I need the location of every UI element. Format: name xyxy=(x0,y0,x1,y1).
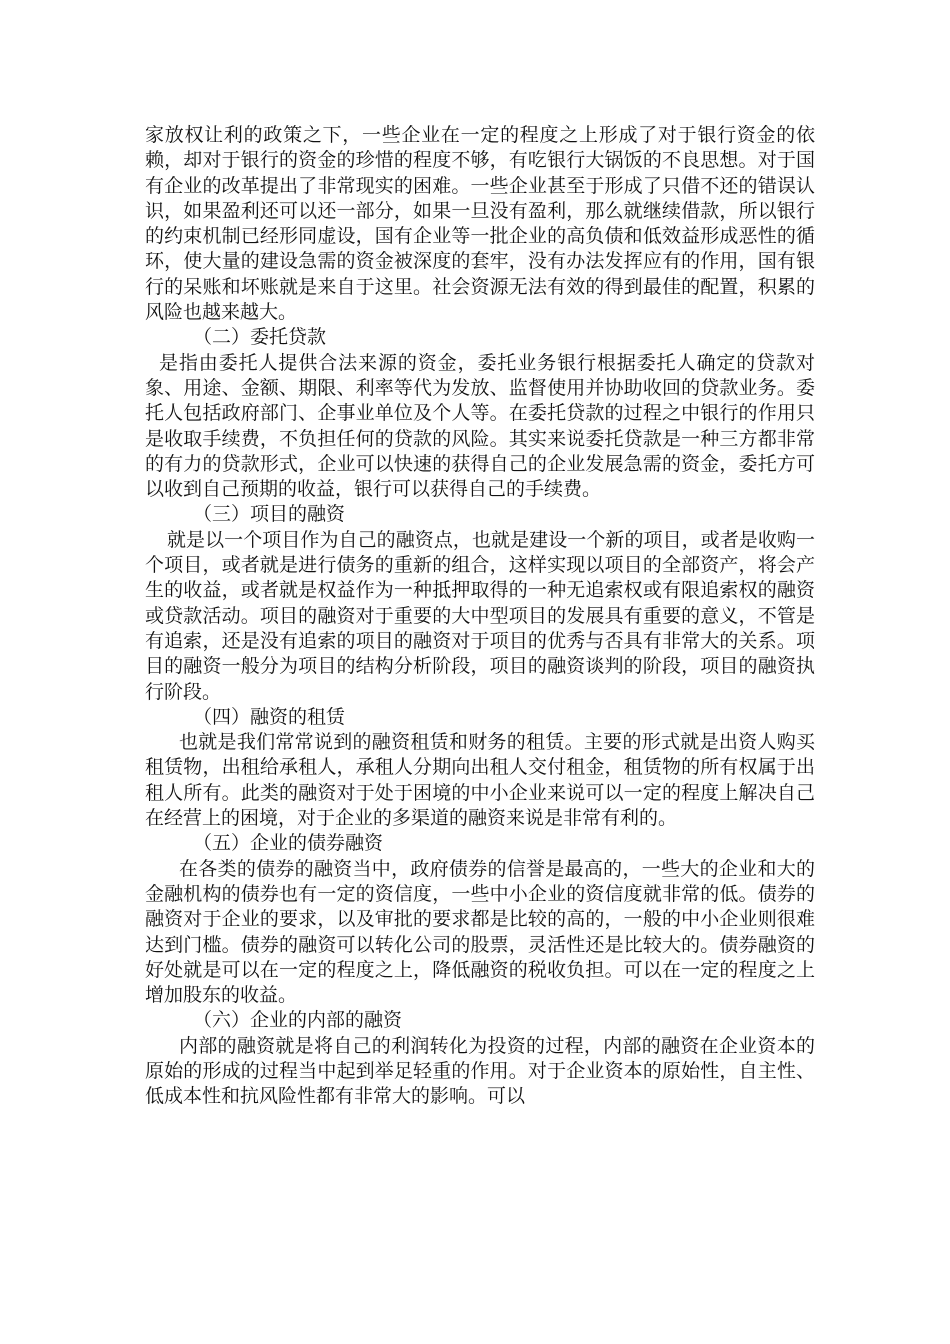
paragraph-state-bank-dependence: 家放权让利的政策之下，一些企业在一定的程度之上形成了对于银行资金的依赖，却对于银行的资金的珍惜的程度不够，有吃银行大锅饭的不良思想。对于国有企业的改革提出了非常现实的困难。一些企业甚至于形成了只借不还的错误认识，如果盈利还可以还一部分，如果一旦没有盈利，那么就继续借款，所以银行的约束机制已经形同虚设，国有企业等一批企业的高负债和低效益形成恶性的循环，使大量的建设急需的资金被深度的套牢，没有办法发挥应有的作用，国有银行的呆账和坏账就是来自于这里。社会资源无法有效的得到最佳的配置，积累的风险也越来越大。 xyxy=(145,124,815,324)
heading-project-financing: （三）项目的融资 xyxy=(193,503,346,526)
heading-entrusted-loans: （二）委托贷款 xyxy=(193,326,327,349)
paragraph-bond-financing: 在各类的债券的融资当中，政府债券的信誉是最高的，一些大的企业和大的金融机构的债券也有一定的资信度，一些中小企业的资信度就非常的低。债券的融资对于企业的要求，以及审批的要求都是比较的高的，一般的中小企业则很难达到门槛。债券的融资可以转化公司的股票，灵活性还是比较大的。债券融资的好处就是可以在一定的程度之上，降低融资的税收负担。可以在一定的程度之上增加股东的收益。 xyxy=(145,857,815,1007)
heading-financial-leasing: （四）融资的租赁 xyxy=(193,705,346,728)
paragraph-entrusted-loans: 是指由委托人提供合法来源的资金，委托业务银行根据委托人确定的贷款对象、用途、金额、期限、利率等代为发放、监督使用并协助收回的贷款业务。委托人包括政府部门、企事业单位及个人等。在委托贷款的过程之中银行的作用只是收取手续费，不负担任何的贷款的风险。其实来说委托贷款是一种三方都非常的有力的贷款形式，企业可以快速的获得自己的企业发展急需的资金，委托方可以收到自己预期的收益，银行可以获得自己的手续费。 xyxy=(145,351,815,501)
document-body xyxy=(145,123,815,1110)
paragraph-project-financing: 就是以一个项目作为自己的融资点，也就是建设一个新的项目，或者是收购一个项目，或者就是进行债务的重新的组合，这样实现以项目的全部资产，将会产生的收益，或者就是权益作为一种抵押取得的一种无追索权或有限追索权的融资或贷款活动。项目的融资对于重要的大中型项目的发展具有重要的意义，不管是有追索，还是没有追索的项目的融资对于项目的优秀与否具有非常大的关系。项目的融资一般分为项目的结构分析阶段，项目的融资谈判的阶段，项目的融资执行阶段。 xyxy=(145,528,815,703)
heading-bond-financing: （五）企业的债券融资 xyxy=(193,832,384,855)
paragraph-internal-financing: 内部的融资就是将自己的利润转化为投资的过程，内部的融资在企业资本的原始的形成的过程当中起到举足轻重的作用。对于企业资本的原始性，自主性、低成本性和抗风险性都有非常大的影响。可以 xyxy=(145,1034,815,1108)
heading-internal-financing: （六）企业的内部的融资 xyxy=(193,1009,403,1032)
paragraph-financial-leasing: 也就是我们常常说到的融资租赁和财务的租赁。主要的形式就是出资人购买租赁物，出租给承租人，承租人分期向出租人交付租金，租赁物的所有权属于出租人所有。此类的融资对于处于困境的中小企业来说可以一定的程度上解决自己在经营上的困境，对于企业的多渠道的融资来说是非常有利的。 xyxy=(145,731,815,830)
